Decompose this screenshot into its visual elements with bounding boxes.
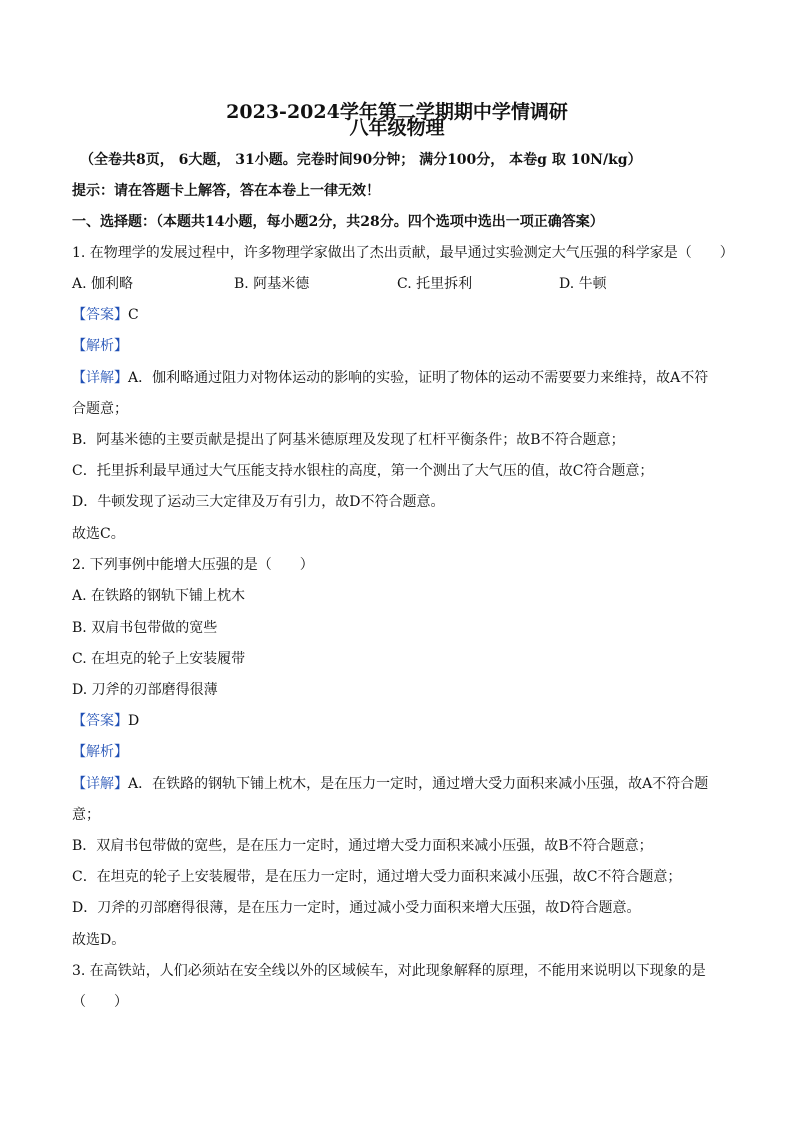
q2-option-c: C. 在坦克的轮子上安装履带: [72, 651, 246, 667]
q2-stem: 2. 下列事例中能增大压强的是（ ）: [72, 557, 314, 573]
q3-stem: 3. 在高铁站，人们必须站在安全线以外的区域候车，对此现象解释的原理，不能用来说明以下现象的是: [72, 963, 706, 979]
q1-option-c: C. 托里拆利: [397, 276, 473, 292]
q1-detail-line: B．阿基米德的主要贡献是提出了阿基米德原理及发现了杠杆平衡条件；故B不符合题意；: [72, 432, 625, 448]
q1-stem: 1. 在物理学的发展过程中，许多物理学家做出了杰出贡献，最早通过实验测定大气压强的科学家是（ ）: [72, 245, 734, 261]
q2-option-a: A. 在铁路的钢轨下铺上枕木: [72, 588, 246, 604]
q2-analysis-label: 【解析】: [72, 744, 128, 760]
q1-analysis-label: 【解析】: [72, 338, 128, 354]
q1-detail-line: D．牛顿发现了运动三大定律及万有引力，故D不符合题意。: [72, 494, 445, 510]
q2-detail-line: 意；: [72, 807, 100, 823]
q1-detail-line: C．托里拆利最早通过大气压能支持水银柱的高度，第一个测出了大气压的值，故C符合题意；: [72, 463, 654, 479]
exam-title: 2023-2024学年第二学期期中学情调研: [226, 101, 568, 123]
q1-detail-label: 【详解】: [72, 370, 128, 386]
q2-detail-label: 【详解】: [72, 776, 128, 792]
q2-detail-line: [72, 774, 734, 794]
q2-detail-text: A．在铁路的钢轨下铺上枕木，是在压力一定时，通过增大受力面积来减小压强，故A不符合题: [128, 776, 709, 792]
q2-detail-line: C．在坦克的轮子上安装履带，是在压力一定时，通过增大受力面积来减小压强，故C不符合题意；: [72, 869, 682, 885]
q2-detail-line: D．刀斧的刃部磨得很薄，是在压力一定时，通过减小受力面积来增大压强，故D符合题意。: [72, 900, 641, 916]
q1-conclusion: 故选C。: [72, 526, 125, 542]
q1-answer-value: C: [128, 307, 139, 323]
q1-answer-label: 【答案】: [72, 307, 128, 323]
q2-detail-line: B．双肩书包带做的宽些，是在压力一定时，通过增大受力面积来减小压强，故B不符合题意；: [72, 838, 653, 854]
q2-answer: [72, 711, 734, 731]
q2-answer-value: D: [128, 713, 140, 729]
exam-subtitle: 八年级物理: [349, 117, 445, 139]
q1-answer: [72, 305, 734, 325]
q1-option-a: A. 伽利略: [72, 276, 134, 292]
q2-option-d: D. 刀斧的刃部磨得很薄: [72, 682, 218, 698]
exam-info: （全卷共8页， 6大题， 31小题。完卷时间90分钟； 满分100分， 本卷g 取 10N/kg）: [80, 152, 642, 168]
exam-tip: 提示：请在答题卡上解答，答在本卷上一律无效！: [72, 183, 380, 199]
q1-option-b: B. 阿基米德: [234, 276, 310, 292]
q1-option-d: D. 牛顿: [559, 276, 607, 292]
q1-detail-line: 合题意；: [72, 401, 128, 417]
q1-detail-text: A．伽利略通过阻力对物体运动的影响的实验，证明了物体的运动不需要要力来维持，故A不符: [128, 370, 709, 386]
q2-conclusion: 故选D。: [72, 932, 126, 948]
q2-option-b: B. 双肩书包带做的宽些: [72, 620, 218, 636]
section-heading: 一、选择题：（本题共14小题，每小题2分，共28分。四个选项中选出一项正确答案）: [72, 214, 604, 230]
q2-answer-label: 【答案】: [72, 713, 128, 729]
q3-stem-continued: （ ）: [72, 994, 128, 1010]
q1-detail-line: [72, 368, 734, 388]
